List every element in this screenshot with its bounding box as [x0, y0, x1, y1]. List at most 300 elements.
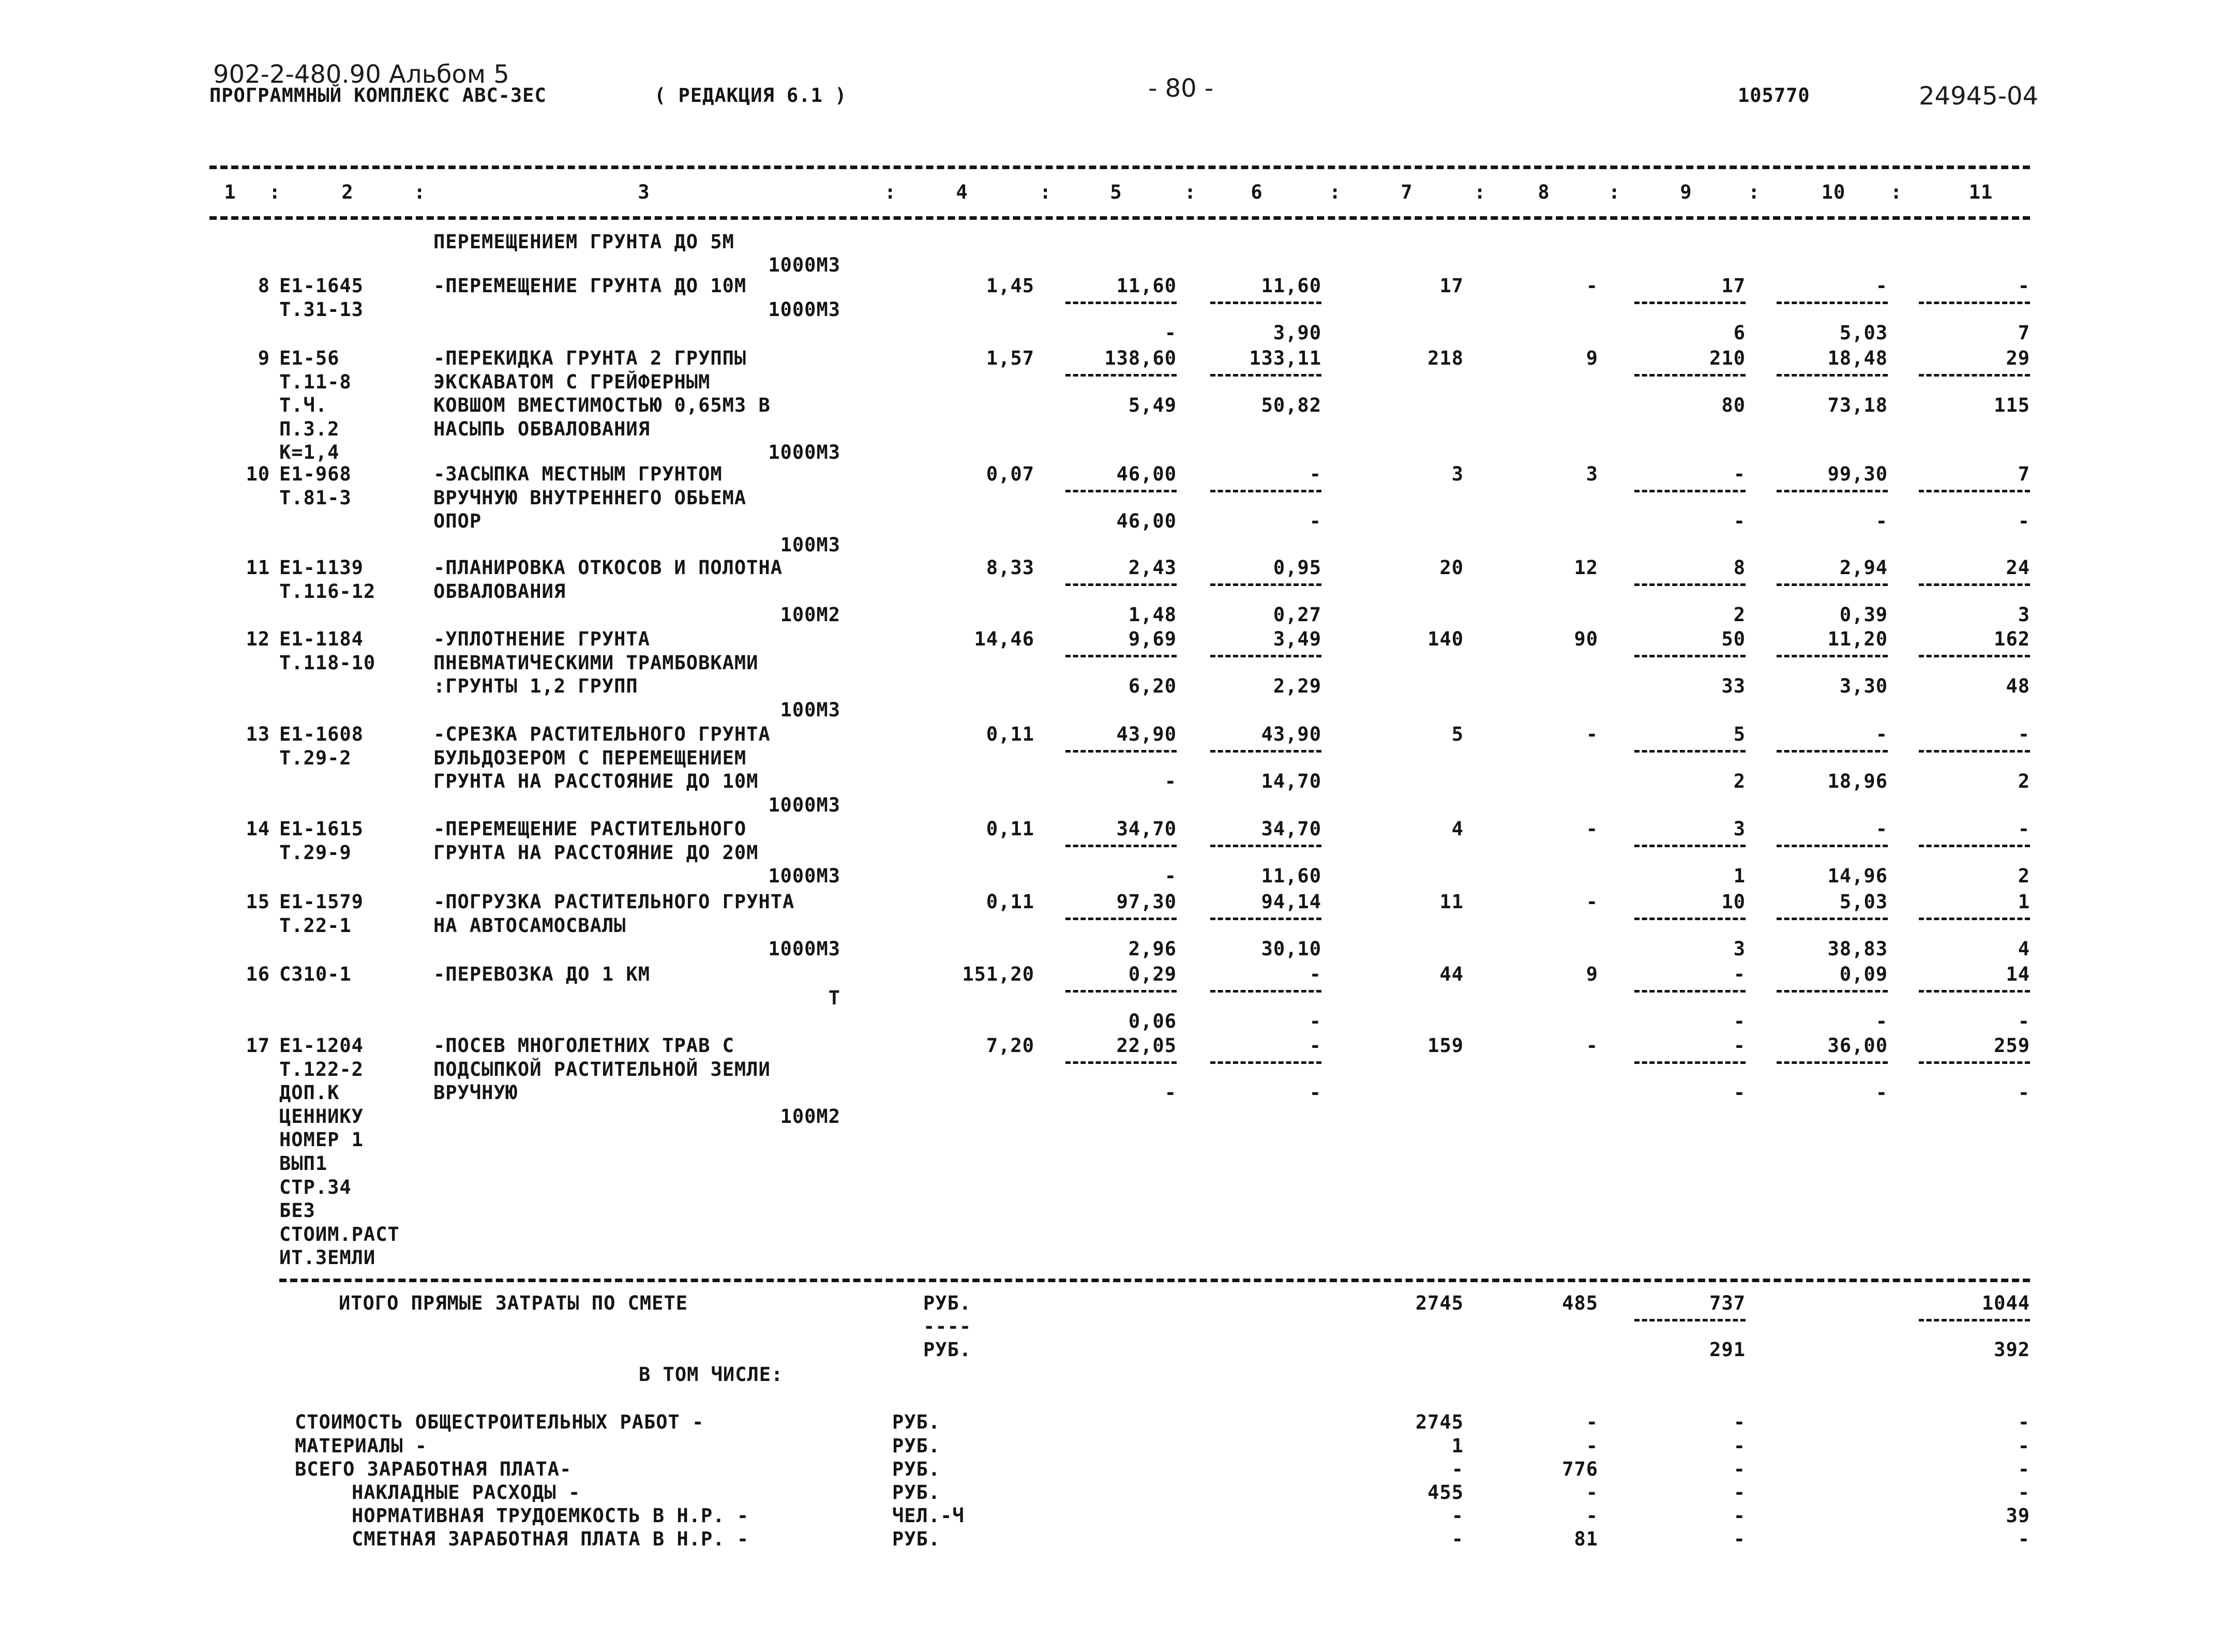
row-c6-bottom: - — [1309, 1082, 1321, 1104]
row-c5-divider — [1065, 1061, 1177, 1064]
summary-col8: 81 — [1574, 1528, 1598, 1550]
row-c9-bottom: 6 — [1733, 322, 1746, 344]
row-c11-bottom: 3 — [2018, 604, 2030, 626]
column-header-6: 6 — [1251, 181, 1263, 203]
row-description-line: КОВШОМ ВМЕСТИМОСТЬЮ 0,65М3 В — [433, 394, 771, 417]
row-c9-top: 17 — [1721, 275, 1746, 297]
column-separator: : — [1748, 181, 1761, 203]
row-number: 13 — [246, 723, 270, 745]
row-code-line: Т.31-13 — [279, 298, 364, 321]
row-code-line: ДОП.К — [279, 1082, 340, 1104]
row-c10-top: 2,94 — [1839, 557, 1888, 579]
row-col8: 90 — [1574, 628, 1598, 650]
row-unit: 1000М3 — [768, 441, 840, 464]
row-description-line: -ПОСЕВ МНОГОЛЕТНИХ ТРАВ С — [433, 1034, 734, 1057]
row-c5-top: 46,00 — [1116, 463, 1177, 485]
row-col8: 3 — [1586, 463, 1598, 485]
row-c6-top: - — [1309, 463, 1321, 485]
row-c6-bottom: 50,82 — [1261, 394, 1321, 416]
row-c11-divider — [1919, 374, 2030, 377]
column-header-9: 9 — [1680, 181, 1692, 203]
row-col7: 5 — [1451, 723, 1464, 745]
row-number: 9 — [258, 347, 270, 369]
header-top-rule — [209, 166, 2030, 169]
row-c11-bottom: - — [2018, 1010, 2030, 1032]
row-c10-top: 36,00 — [1827, 1034, 1888, 1057]
row-col7: 140 — [1427, 628, 1464, 650]
row-c6-bottom: 2,29 — [1273, 675, 1321, 697]
totals-label: ИТОГО ПРЯМЫЕ ЗАТРАТЫ ПО СМЕТЕ — [339, 1292, 688, 1314]
row-code-line: С310-1 — [279, 963, 352, 985]
row-number: 12 — [246, 628, 270, 650]
row-description-line: -ПЕРЕКИДКА ГРУНТА 2 ГРУППЫ — [433, 347, 747, 369]
row-code-line: Т.118-10 — [279, 651, 376, 674]
row-code-line: Е1-968 — [279, 463, 352, 485]
album-reference: 902-2-480.90 Альбом 5 — [213, 60, 509, 89]
row-c10-divider — [1777, 845, 1888, 847]
row-c5-divider — [1065, 845, 1177, 847]
row-c10-bottom: 38,83 — [1827, 938, 1888, 960]
row-c5-top: 2,43 — [1128, 557, 1177, 579]
row-description-line: НАСЫПЬ ОБВАЛОВАНИЯ — [433, 417, 650, 440]
row-c5-divider — [1065, 655, 1177, 657]
row-code-line: Т.116-12 — [279, 580, 376, 603]
row-number: 16 — [246, 963, 270, 985]
row-c9-divider — [1634, 1061, 1746, 1064]
row-c6-bottom: 14,70 — [1261, 770, 1321, 792]
row-code-line: К=1,4 — [279, 441, 340, 464]
row-c10-divider — [1777, 750, 1888, 753]
row-col8: 9 — [1586, 347, 1598, 369]
row-c11-top: 1 — [2018, 891, 2030, 913]
row-c10-bottom: 73,18 — [1827, 394, 1888, 416]
row-code-line: Е1-1615 — [279, 818, 364, 840]
row-c10-divider — [1777, 990, 1888, 993]
row-col8: 9 — [1586, 963, 1598, 985]
row-code-line: ВЫП1 — [279, 1152, 328, 1175]
totals-col8: 485 — [1562, 1292, 1598, 1314]
row-c9-divider — [1634, 990, 1746, 993]
row-c5-bottom: - — [1164, 770, 1177, 792]
row-c6-divider — [1210, 845, 1321, 847]
row-c9-bottom: 33 — [1721, 675, 1746, 697]
row-c11-top: - — [2018, 818, 2030, 840]
row-c5-bottom: 2,96 — [1128, 938, 1177, 960]
column-header-8: 8 — [1538, 181, 1550, 203]
row-c9-bottom: 2 — [1733, 604, 1746, 626]
summary-label: НОРМАТИВНАЯ ТРУДОЕМКОСТЬ В Н.Р. - — [352, 1505, 749, 1527]
row-c6-top: - — [1309, 1034, 1321, 1057]
row-description-line: -ПЛАНИРОВКА ОТКОСОВ И ПОЛОТНА — [433, 557, 783, 579]
column-header-5: 5 — [1110, 181, 1122, 203]
column-header-7: 7 — [1401, 181, 1413, 203]
row-c9-top: 3 — [1733, 818, 1746, 840]
row-c9-divider — [1634, 845, 1746, 847]
row-c11-top: 29 — [2006, 347, 2030, 369]
row-c10-divider — [1777, 655, 1888, 657]
row-c10-top: - — [1875, 275, 1888, 297]
row-col7: 3 — [1451, 463, 1464, 485]
column-separator: : — [1329, 181, 1342, 203]
summary-col7: - — [1451, 1505, 1464, 1527]
row-c6-top: - — [1309, 963, 1321, 985]
row-c9-top: 10 — [1721, 891, 1746, 913]
row-c11-bottom: - — [2018, 510, 2030, 532]
row-c5-bottom: - — [1164, 1082, 1177, 1104]
row-c10-top: 99,30 — [1827, 463, 1888, 485]
row-c11-bottom: 48 — [2006, 675, 2030, 697]
summary-label: ВСЕГО ЗАРАБОТНАЯ ПЛАТА- — [295, 1458, 572, 1480]
summary-col7: - — [1451, 1528, 1464, 1550]
row-c6-bottom: 0,27 — [1273, 604, 1321, 626]
row-col7: 159 — [1427, 1034, 1464, 1057]
row-c6-top: 94,14 — [1261, 891, 1321, 913]
row-c5-top: 34,70 — [1116, 818, 1177, 840]
row-c5-top: 43,90 — [1116, 723, 1177, 745]
row-c11-top: 259 — [1994, 1034, 2030, 1057]
row-code-line: Е1-1645 — [279, 275, 364, 297]
row-c10-top: 11,20 — [1827, 628, 1888, 650]
row-c6-bottom: - — [1309, 510, 1321, 532]
row-description-line: -ПОГРУЗКА РАСТИТЕЛЬНОГО ГРУНТА — [433, 891, 795, 913]
row-c6-bottom: 3,90 — [1273, 322, 1321, 344]
row-description-line: -СРЕЗКА РАСТИТЕЛЬНОГО ГРУНТА — [433, 723, 771, 745]
row-c11-divider — [1919, 655, 2030, 657]
row-c6-divider — [1210, 374, 1321, 377]
row-c10-top: - — [1875, 818, 1888, 840]
row-c6-divider — [1210, 302, 1321, 304]
row-c6-bottom: - — [1309, 1010, 1321, 1032]
row-c6-top: 34,70 — [1261, 818, 1321, 840]
row-c10-divider — [1777, 1061, 1888, 1064]
summary-col9: - — [1733, 1435, 1746, 1457]
row-description-line: НА АВТОСАМОСВАЛЫ — [433, 914, 626, 937]
row-c5-divider — [1065, 302, 1177, 304]
summary-col9: - — [1733, 1458, 1746, 1480]
summary-col11: - — [2018, 1528, 2030, 1550]
row-number: 17 — [246, 1034, 270, 1057]
document-code: 105770 — [1738, 84, 1810, 107]
row-c11-divider — [1919, 750, 2030, 753]
row-c5-divider — [1065, 583, 1177, 586]
row-unit: 1000М3 — [768, 938, 840, 960]
row-description-line: ПОДСЫПКОЙ РАСТИТЕЛЬНОЙ ЗЕМЛИ — [433, 1058, 771, 1080]
row-col8: - — [1586, 723, 1598, 745]
column-separator: : — [414, 181, 426, 203]
row-c5-bottom: 5,49 — [1128, 394, 1177, 416]
row-c5-top: 22,05 — [1116, 1034, 1177, 1057]
row-code-line: Т.122-2 — [279, 1058, 364, 1080]
row-c5-top: 9,69 — [1128, 628, 1177, 650]
row-unit: 100М2 — [780, 1105, 840, 1128]
row-code-line: БЕЗ — [279, 1199, 315, 1222]
summary-col7: 2745 — [1415, 1411, 1464, 1433]
summary-col11: - — [2018, 1458, 2030, 1480]
row-number: 11 — [246, 557, 270, 579]
totals-unit-dash: ---- — [923, 1315, 972, 1338]
summary-col8: - — [1586, 1411, 1598, 1433]
column-header-10: 10 — [1821, 181, 1846, 203]
row-c9-bottom: 3 — [1733, 938, 1746, 960]
summary-unit: ЧЕЛ.-Ч — [892, 1505, 965, 1527]
row-c5-divider — [1065, 750, 1177, 753]
row-number: 8 — [258, 275, 270, 297]
row-c6-divider — [1210, 490, 1321, 492]
row-quantity: 0,11 — [986, 891, 1034, 913]
summary-col9: - — [1733, 1481, 1746, 1504]
row-c9-bottom: 2 — [1733, 770, 1746, 792]
row-unit: 1000М3 — [768, 793, 840, 816]
row-number: 14 — [246, 818, 270, 840]
summary-label: СТОИМОСТЬ ОБЩЕСТРОИТЕЛЬНЫХ РАБОТ - — [295, 1411, 704, 1433]
row-c10-bottom: - — [1875, 510, 1888, 532]
column-separator: : — [269, 181, 281, 203]
row-c11-divider — [1919, 1061, 2030, 1064]
row-c9-divider — [1634, 302, 1746, 304]
column-header-4: 4 — [956, 181, 968, 203]
row-c5-divider — [1065, 490, 1177, 492]
program-name: ПРОГРАММНЫЙ КОМПЛЕКС АВС-3ЕС — [209, 84, 547, 107]
row-c10-divider — [1777, 302, 1888, 304]
row-c10-bottom: 0,39 — [1839, 604, 1888, 626]
row-quantity: 0,11 — [986, 723, 1034, 745]
row-c5-divider — [1065, 990, 1177, 993]
summary-col11: - — [2018, 1481, 2030, 1504]
row-code-line: Е1-1204 — [279, 1034, 364, 1057]
row-col7: 17 — [1439, 275, 1464, 297]
row-quantity: 8,33 — [986, 557, 1034, 579]
row-c11-top: 7 — [2018, 463, 2030, 485]
header-bottom-rule — [209, 216, 2030, 220]
row-code-line: П.3.2 — [279, 417, 340, 440]
row-col8: - — [1586, 818, 1598, 840]
totals-rule — [279, 1279, 2030, 1282]
row-code-line: ЦЕННИКУ — [279, 1105, 364, 1128]
row-c6-divider — [1210, 750, 1321, 753]
row-quantity: 1,45 — [986, 275, 1034, 297]
summary-col7: - — [1451, 1458, 1464, 1480]
row-c9-top: 5 — [1733, 723, 1746, 745]
row-c6-bottom: 30,10 — [1261, 938, 1321, 960]
totals-col11: 1044 — [1981, 1292, 2030, 1314]
totals-col11-b: 392 — [1994, 1339, 2030, 1361]
row-c10-bottom: 14,96 — [1827, 865, 1888, 887]
row-description-line: -ПЕРЕВОЗКА ДО 1 КМ — [433, 963, 650, 985]
row-c6-top: 11,60 — [1261, 275, 1321, 297]
row-c9-divider — [1634, 583, 1746, 586]
column-header-1: 1 — [224, 181, 236, 203]
summary-label: СМЕТНАЯ ЗАРАБОТНАЯ ПЛАТА В Н.Р. - — [352, 1528, 749, 1550]
totals-unit-2: РУБ. — [923, 1339, 972, 1361]
row-code-line: Е1-1139 — [279, 557, 364, 579]
row-c9-top: 8 — [1733, 557, 1746, 579]
summary-col11: 39 — [2006, 1505, 2030, 1527]
summary-col8: 776 — [1562, 1458, 1598, 1480]
row-c10-bottom: 5,03 — [1839, 322, 1888, 344]
row-c5-bottom: - — [1164, 322, 1177, 344]
row-c11-bottom: 2 — [2018, 865, 2030, 887]
row-c9-bottom: 1 — [1733, 865, 1746, 887]
row-c10-top: - — [1875, 723, 1888, 745]
row-col7: 44 — [1439, 963, 1464, 985]
row-c6-top: 0,95 — [1273, 557, 1321, 579]
column-separator: : — [1184, 181, 1197, 203]
row-col7: 11 — [1439, 891, 1464, 913]
row-c5-top: 0,29 — [1128, 963, 1177, 985]
summary-unit: РУБ. — [892, 1411, 941, 1433]
row-c10-divider — [1777, 918, 1888, 920]
row-unit: 1000М3 — [768, 865, 840, 888]
row-c5-top: 11,60 — [1116, 275, 1177, 297]
row-c6-divider — [1210, 655, 1321, 657]
row-c11-bottom: 7 — [2018, 322, 2030, 344]
row-c10-divider — [1777, 374, 1888, 377]
row-c9-top: 210 — [1709, 347, 1746, 369]
row-c5-bottom: 0,06 — [1128, 1010, 1177, 1032]
summary-unit: РУБ. — [892, 1528, 941, 1550]
row-c11-bottom: 2 — [2018, 770, 2030, 792]
column-header-2: 2 — [341, 181, 354, 203]
row-c5-bottom: - — [1164, 865, 1177, 887]
summary-unit: РУБ. — [892, 1481, 941, 1504]
row-quantity: 0,11 — [986, 818, 1034, 840]
column-separator: : — [1890, 181, 1903, 203]
summary-col9: - — [1733, 1528, 1746, 1550]
row-c10-divider — [1777, 490, 1888, 492]
row-number: 15 — [246, 891, 270, 913]
row-code-line: СТР.34 — [279, 1176, 352, 1198]
project-number: 24945-04 — [1919, 82, 2039, 111]
row-c9-divider — [1634, 374, 1746, 377]
summary-unit: РУБ. — [892, 1458, 941, 1480]
row-code-line: Т.Ч. — [279, 394, 328, 417]
row-c9-top: - — [1733, 1034, 1746, 1057]
row-description-line: -ПЕРЕМЕЩЕНИЕ ГРУНТА ДО 10М — [433, 275, 747, 297]
row-c11-divider — [1919, 490, 2030, 492]
page-number: - 80 - — [1148, 74, 1214, 103]
row-c6-top: 43,90 — [1261, 723, 1321, 745]
row-description-line: ПНЕВМАТИЧЕСКИМИ ТРАМБОВКАМИ — [433, 651, 759, 674]
row-c6-divider — [1210, 990, 1321, 993]
row-c9-top: 50 — [1721, 628, 1746, 650]
row-unit: 100М3 — [780, 698, 840, 721]
summary-col8: - — [1586, 1435, 1598, 1457]
row-c5-bottom: 6,20 — [1128, 675, 1177, 697]
including-heading: В ТОМ ЧИСЛЕ: — [639, 1363, 784, 1386]
row-col8: 12 — [1574, 557, 1598, 579]
row-c10-divider — [1777, 583, 1888, 586]
summary-label: НАКЛАДНЫЕ РАСХОДЫ - — [352, 1481, 581, 1504]
row-code-line: Т.22-1 — [279, 914, 352, 937]
totals-col11-divider — [1919, 1319, 2030, 1321]
column-separator: : — [1608, 181, 1621, 203]
row-description-line: ВРУЧНУЮ ВНУТРЕННЕГО ОБЬЕМА — [433, 486, 747, 509]
edition-label: ( РЕДАКЦИЯ 6.1 ) — [654, 84, 847, 107]
row-c11-top: - — [2018, 275, 2030, 297]
column-header-3: 3 — [638, 181, 650, 203]
row-c11-bottom: 115 — [1994, 394, 2030, 416]
row-unit: 100М2 — [780, 604, 840, 626]
row-c11-divider — [1919, 990, 2030, 993]
row-code-line: Е1-1184 — [279, 628, 364, 650]
row-c9-top: - — [1733, 963, 1746, 985]
totals-col9-b: 291 — [1709, 1339, 1746, 1361]
row-c10-bottom: - — [1875, 1010, 1888, 1032]
row-number: 10 — [246, 463, 270, 485]
row-code-line: НОМЕР 1 — [279, 1129, 364, 1151]
row-description-line: БУЛЬДОЗЕРОМ С ПЕРЕМЕЩЕНИЕМ — [433, 746, 747, 769]
summary-col11: - — [2018, 1435, 2030, 1457]
row-c5-top: 97,30 — [1116, 891, 1177, 913]
summary-label: МАТЕРИАЛЫ - — [295, 1435, 428, 1457]
row-description-line: ГРУНТА НА РАССТОЯНИЕ ДО 20М — [433, 841, 759, 864]
row-unit: Т — [828, 986, 840, 1009]
row-description-line: -УПЛОТНЕНИЕ ГРУНТА — [433, 628, 650, 650]
row-c9-divider — [1634, 490, 1746, 492]
row-c9-divider — [1634, 918, 1746, 920]
row-quantity: 151,20 — [962, 963, 1034, 985]
row-code-line: Т.81-3 — [279, 486, 352, 509]
row-col7: 20 — [1439, 557, 1464, 579]
row-c5-divider — [1065, 374, 1177, 377]
row-c11-top: 162 — [1994, 628, 2030, 650]
row-c10-bottom: - — [1875, 1082, 1888, 1104]
row-code-line: Е1-1608 — [279, 723, 364, 745]
row-description-line: :ГРУНТЫ 1,2 ГРУПП — [433, 675, 638, 698]
column-separator: : — [884, 181, 897, 203]
row-description-line: ОБВАЛОВАНИЯ — [433, 580, 566, 603]
row-c5-bottom: 1,48 — [1128, 604, 1177, 626]
row-c5-divider — [1065, 918, 1177, 920]
column-separator: : — [1474, 181, 1486, 203]
row-code-line: Т.11-8 — [279, 370, 352, 393]
row-c6-divider — [1210, 918, 1321, 920]
row-unit: 1000М3 — [768, 254, 840, 276]
summary-col8: - — [1586, 1481, 1598, 1504]
summary-unit: РУБ. — [892, 1435, 941, 1457]
row-col8: - — [1586, 891, 1598, 913]
totals-unit: РУБ. — [923, 1292, 972, 1314]
row-c9-bottom: - — [1733, 1010, 1746, 1032]
summary-col8: - — [1586, 1505, 1598, 1527]
row-quantity: 7,20 — [986, 1034, 1034, 1057]
column-separator: : — [1040, 181, 1052, 203]
row-c11-top: 24 — [2006, 557, 2030, 579]
row-col8: - — [1586, 275, 1598, 297]
row-c9-top: - — [1733, 463, 1746, 485]
row-c6-top: 133,11 — [1249, 347, 1321, 369]
row-col7: 4 — [1451, 818, 1464, 840]
summary-col11: - — [2018, 1411, 2030, 1433]
totals-col9-divider — [1634, 1319, 1746, 1321]
row-c10-top: 0,09 — [1839, 963, 1888, 985]
row-c10-top: 18,48 — [1827, 347, 1888, 369]
row-c11-top: - — [2018, 723, 2030, 745]
summary-col9: - — [1733, 1411, 1746, 1433]
row-c11-divider — [1919, 302, 2030, 304]
row-code-line: Т.29-9 — [279, 841, 352, 864]
row-description-line: ГРУНТА НА РАССТОЯНИЕ ДО 10М — [433, 770, 759, 793]
row-c6-divider — [1210, 583, 1321, 586]
row-c10-top: 5,03 — [1839, 891, 1888, 913]
row-description-line: ОПОР — [433, 510, 482, 533]
row-c11-divider — [1919, 583, 2030, 586]
row-c11-divider — [1919, 918, 2030, 920]
row-unit: 1000М3 — [768, 298, 840, 321]
row-col8: - — [1586, 1034, 1598, 1057]
summary-col9: - — [1733, 1505, 1746, 1527]
row-col7: 218 — [1427, 347, 1464, 369]
